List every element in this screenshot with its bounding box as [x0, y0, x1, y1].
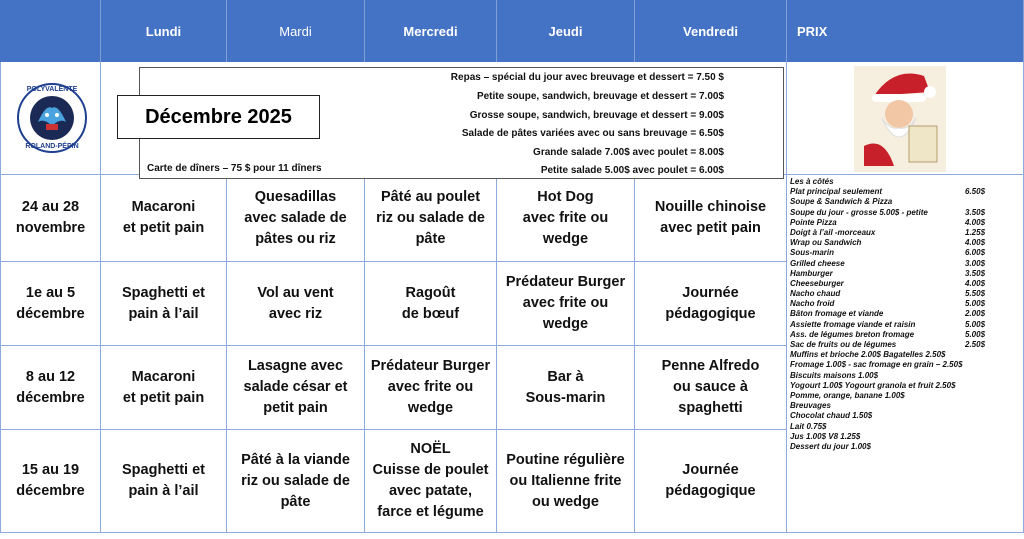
price-line: Grosse soupe, sandwich, breuvage et dessert = 9.00$ [469, 110, 724, 121]
prix-item-name: Nacho froid [790, 299, 835, 309]
menu-item-line: avec frite ou [387, 379, 474, 395]
menu-item-line: petit pain [263, 400, 328, 416]
prix-item-price: 4.00$ [965, 238, 986, 248]
menu-item-line: spaghetti [678, 400, 743, 416]
menu-item-line: et petit pain [122, 220, 205, 236]
menu-cell [365, 346, 497, 430]
prix-list-item [790, 350, 1020, 360]
page-title: Décembre 2025 [117, 95, 320, 139]
price-line: Petite soupe, sandwich, breuvage et dessert = 7.00$ [476, 91, 724, 102]
prix-item-name: Hamburger [790, 268, 833, 278]
prix-item-price: 5.00$ [965, 299, 986, 309]
prix-list-item [790, 299, 1020, 309]
menu-cell [497, 262, 635, 346]
prix-item-name: Pomme, orange, banane 1.00$ [790, 390, 905, 400]
menu-cell [101, 175, 227, 262]
price-line: Grande salade 7.00$ avec poulet = 8.00$ [533, 147, 724, 158]
week-label-line: novembre [15, 220, 86, 236]
menu-item-line: Pâté au poulet [380, 188, 481, 205]
menu-item-line: Spaghetti et [122, 462, 205, 478]
prix-item-price: 6.00$ [965, 248, 986, 258]
prix-item-name: Cheeseburger [790, 278, 844, 288]
carte-diners: Carte de dîners – 75 $ pour 11 dîners [147, 163, 322, 174]
prix-list-item [790, 218, 1020, 228]
menu-cell [227, 175, 365, 262]
menu-cell [227, 430, 365, 533]
week-label-line: décembre [16, 389, 85, 406]
menu-item-line: pain à l’ail [128, 483, 199, 499]
menu-item-line: Sous-marin [525, 389, 606, 406]
week-label [0, 430, 101, 533]
menu-cell [497, 175, 635, 262]
menu-item-line: avec salade de [244, 209, 347, 226]
prix-item-price: 5.00$ [965, 319, 986, 329]
menu-item-line: riz ou salade de [376, 209, 485, 226]
prix-list-item [790, 279, 1020, 289]
prix-item-name: Yogourt 1.00$ Yogourt granola et fruit 2.50$ [790, 380, 956, 390]
prix-item-name: Doigt à l’ail -morceaux [790, 227, 876, 237]
menu-item-line: riz ou salade de [241, 472, 350, 489]
menu-item-line: wedge [542, 316, 589, 332]
menu-cell [101, 346, 227, 430]
prix-item-price: 3.50$ [965, 268, 986, 278]
header-day-mardi: Mardi [227, 0, 365, 62]
menu-item-line: Nouille chinoise [654, 199, 767, 215]
menu-item-line: Cuisse de poulet [372, 462, 489, 478]
prix-item-name: Sous-marin [790, 248, 835, 258]
prix-item-name: Muffins et brioche 2.00$ Bagatelles 2.50$ [790, 350, 946, 360]
prix-item-name: Jus 1.00$ V8 1.25$ [790, 431, 861, 441]
prix-item-price: 4.00$ [965, 217, 986, 227]
prix-item-name: Biscuits maisons 1.00$ [790, 370, 879, 380]
menu-item-line: pédagogique [665, 305, 756, 322]
prix-list-item [790, 177, 1020, 187]
menu-item-line: avec frite ou [522, 209, 609, 226]
prix-list-item [790, 340, 1020, 350]
menu-item-line: ou sauce à [673, 379, 748, 395]
menu-item-line: Quesadillas [254, 188, 337, 205]
prix-item-price: 4.00$ [965, 278, 986, 288]
header-day-vendredi: Vendredi [635, 0, 787, 62]
logo-bottom-text: ROLAND-PÉPIN [25, 143, 79, 150]
header-corner [0, 0, 101, 62]
prix-list-item [790, 442, 1020, 452]
menu-cell [635, 175, 787, 262]
menu-item-line: Spaghetti et [122, 284, 205, 301]
menu-cell [365, 262, 497, 346]
menu-item-line: avec frite ou [522, 295, 609, 311]
prix-list-item [790, 197, 1020, 207]
menu-item-line: pain à l’ail [128, 305, 199, 322]
prix-list-item [790, 401, 1020, 411]
prix-item-name: Breuvages [790, 401, 831, 411]
menu-item-line: Prédateur Burger [505, 274, 626, 290]
week-label-line: 8 au 12 [25, 368, 76, 385]
menu-item-line: de bœuf [401, 305, 460, 322]
week-label-line: 1e au 5 [25, 284, 76, 301]
prix-list-item [790, 320, 1020, 330]
prix-item-price: 2.50$ [965, 340, 986, 349]
menu-item-line: Macaroni [131, 199, 196, 215]
prix-item-price: 3.00$ [965, 258, 986, 268]
menu-cell [635, 262, 787, 346]
prix-item-price: 1.25$ [965, 227, 986, 237]
prix-list-item [790, 238, 1020, 248]
prix-list-item [790, 187, 1020, 197]
week-label-line: 15 au 19 [21, 462, 80, 478]
menu-item-line: ou Italienne frite [509, 472, 622, 489]
menu-cell [365, 175, 497, 262]
menu-cell [227, 346, 365, 430]
prix-list [790, 177, 1020, 452]
price-line: Repas – spécial du jour avec breuvage et dessert = 7.50 $ [450, 72, 724, 83]
prix-item-name: Soupe & Sandwich & Pizza [790, 197, 893, 207]
week-label [0, 175, 101, 262]
header-day-jeudi: Jeudi [497, 0, 635, 62]
prix-list-item [790, 330, 1020, 340]
prix-list-item [790, 411, 1020, 421]
week-label-line: décembre [16, 483, 85, 499]
prix-item-price: 6.50$ [965, 187, 986, 197]
menu-item-line: NOËL [410, 441, 451, 457]
prix-item-name: Sac de fruits ou de légumes [790, 340, 897, 349]
prix-list-item [790, 391, 1020, 401]
week-label-line: décembre [16, 305, 85, 322]
prix-list-item [790, 269, 1020, 279]
menu-item-line: wedge [407, 400, 454, 416]
prix-list-item [790, 371, 1020, 381]
prix-item-name: Dessert du jour 1.00$ [790, 441, 871, 451]
menu-item-line: pédagogique [665, 483, 756, 499]
menu-item-line: Vol au vent [257, 284, 334, 301]
menu-item-line: pâte [280, 493, 311, 510]
week-label-line: 24 au 28 [21, 199, 80, 215]
menu-item-line: wedge [542, 230, 589, 247]
menu-item-line: avec riz [268, 305, 323, 322]
prix-item-name: Bâton fromage et viande [790, 309, 884, 319]
header-day-lundi: Lundi [101, 0, 227, 62]
prix-item-name: Nacho chaud [790, 289, 841, 299]
prix-item-price: 5.50$ [965, 289, 986, 299]
prix-item-name: Ass. de légumes breton fromage [790, 329, 915, 339]
menu-cell [101, 262, 227, 346]
menu-item-line: Pâté à la viande [241, 451, 350, 468]
menu-item-line: avec petit pain [660, 220, 761, 236]
prix-list-item [790, 228, 1020, 238]
menu-item-line: Hot Dog [537, 188, 594, 205]
menu-item-line: Ragoût [405, 284, 456, 301]
prix-list-item [790, 248, 1020, 258]
header-prix: PRIX [787, 0, 1024, 62]
prix-item-name: Soupe du jour - grosse 5.00$ - petite [790, 207, 928, 217]
santa-icon [854, 66, 946, 172]
prix-item-name: Pointe Pizza [790, 217, 837, 227]
prix-item-name: Les à côtés [790, 177, 834, 186]
menu-item-line: Prédateur Burger [370, 358, 491, 374]
menu-cell [227, 262, 365, 346]
prix-item-name: Fromage 1.00$ - sac fromage en grain – 2.50$ [790, 360, 963, 370]
menu-item-line: farce et légume [377, 504, 484, 520]
menu-cell [365, 430, 497, 533]
menu-cell [635, 430, 787, 533]
prix-item-price: 3.50$ [965, 207, 986, 217]
prix-list-item [790, 432, 1020, 442]
price-line: Salade de pâtes variées avec ou sans breuvage = 6.50$ [461, 128, 724, 139]
prix-item-name: Assiette fromage viande et raisin [790, 319, 916, 329]
menu-cell [497, 430, 635, 533]
prix-item-name: Wrap ou Sandwich [790, 238, 862, 248]
prix-list-item [790, 289, 1020, 299]
prix-item-price: 2.00$ [965, 309, 986, 319]
logo-top-text: POLYVALENTE [26, 86, 78, 93]
menu-item-line: Poutine régulière [506, 451, 625, 468]
menu-item-line: pâte [415, 230, 446, 247]
menu-item-line: avec patate, [388, 483, 473, 499]
week-label [0, 346, 101, 430]
menu-item-line: Bar à [547, 368, 584, 385]
menu-item-line: salade césar et [243, 379, 348, 395]
menu-cell [101, 430, 227, 533]
prix-item-name: Lait 0.75$ [790, 421, 827, 431]
menu-item-line: ou wedge [532, 493, 599, 510]
menu-item-line: Journée [682, 462, 739, 478]
header-day-mercredi: Mercredi [365, 0, 497, 62]
prix-list-item [790, 259, 1020, 269]
prix-list-item [790, 381, 1020, 391]
prix-list-item [790, 208, 1020, 218]
menu-item-line: Penne Alfredo [661, 358, 760, 374]
prix-list-item [790, 422, 1020, 432]
prix-item-name: Grilled cheese [790, 258, 845, 268]
menu-item-line: et petit pain [122, 389, 205, 406]
menu-item-line: pâtes ou riz [255, 230, 336, 247]
menu-item-line: Lasagne avec [247, 358, 344, 374]
prix-item-price: 5.00$ [965, 329, 986, 339]
prix-list-item [790, 360, 1020, 370]
menu-item-line: Journée [682, 284, 739, 301]
menu-cell [635, 346, 787, 430]
prix-item-name: Plat principal seulement [790, 187, 883, 197]
menu-item-line: Macaroni [131, 368, 196, 385]
week-label [0, 262, 101, 346]
prix-list-item [790, 309, 1020, 319]
prix-item-name: Chocolat chaud 1.50$ [790, 411, 873, 421]
price-line: Petite salade 5.00$ avec poulet = 6.00$ [540, 165, 724, 176]
menu-cell [497, 346, 635, 430]
